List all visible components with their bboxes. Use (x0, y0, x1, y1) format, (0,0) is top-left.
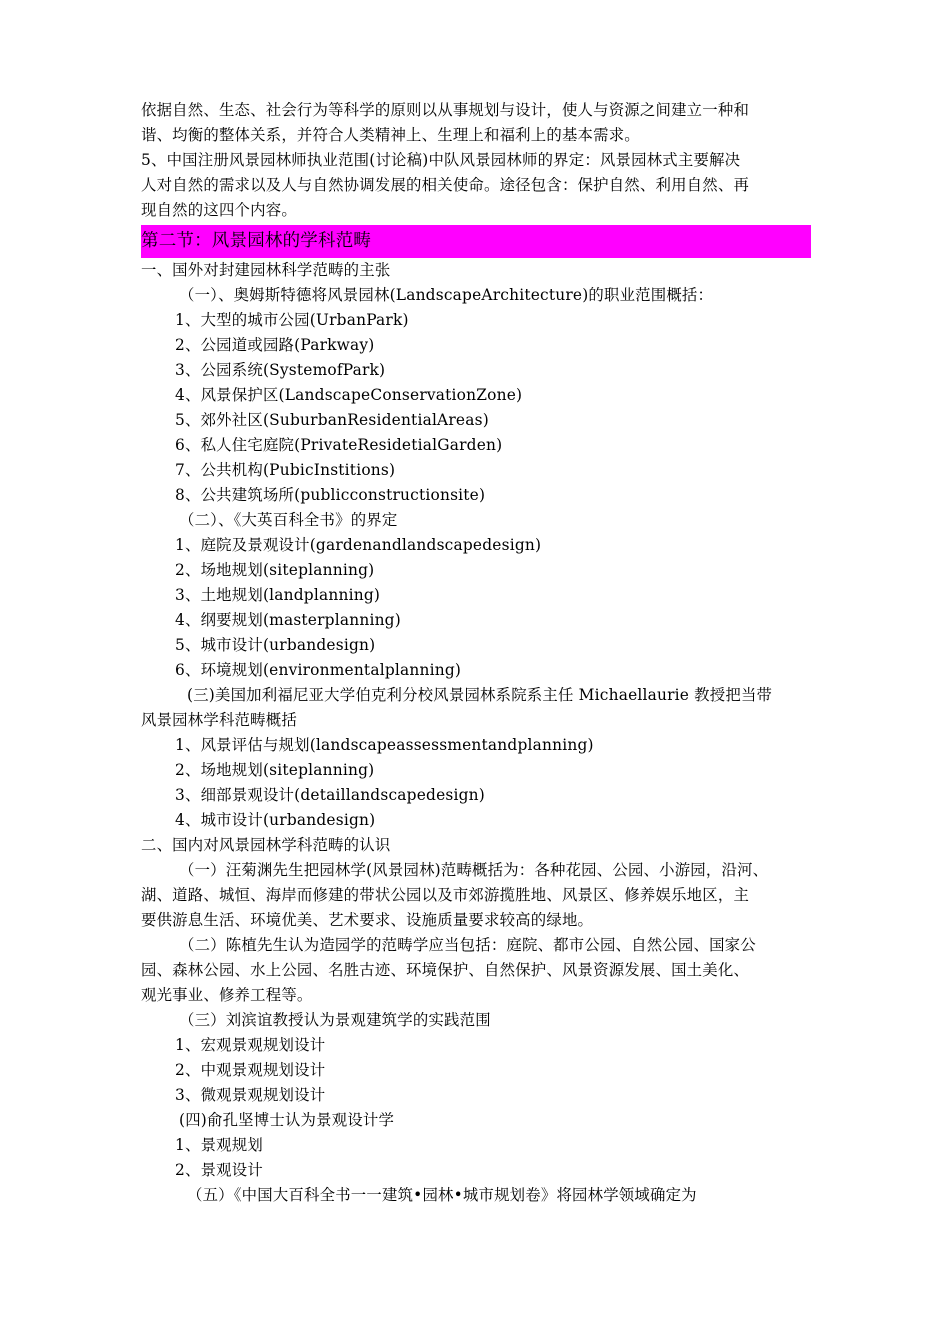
part2-sub2-line-1: （二）陈植先生认为造园学的范畴学应当包括：庭院、都市公园、自然公园、国家公 (179, 936, 756, 954)
list-item: 1、大型的城市公园(UrbanPark) (175, 311, 409, 329)
item5-line-1: 5、中国注册风景园林师执业范围(讨论稿)中队风景园林师的界定：风景园林式主要解决 (141, 151, 741, 169)
part1-title: 一、国外对封建园林科学范畴的主张 (141, 261, 391, 279)
part2-sub5-title: （五）《中国大百科全书一一建筑•园林•城市规划卷》将园林学领域确定为 (187, 1186, 697, 1204)
list-item: 1、景观规划 (175, 1136, 263, 1154)
part2-sub3-title: （三）刘滨谊教授认为景观建筑学的实践范围 (179, 1011, 491, 1029)
part1-sub2-title: （二）、《大英百科全书》的界定 (179, 511, 398, 529)
document-page (141, 98, 811, 1208)
list-item: 4、风景保护区(LandscapeConservationZone) (175, 386, 523, 404)
list-item: 4、纲要规划(masterplanning) (175, 611, 401, 629)
part2-sub2-line-2: 园、森林公园、水上公园、名胜古迹、环境保护、自然保护、风景资源发展、国土美化、 (141, 961, 750, 979)
part1-sub3-title-line-1: (三)美国加利福尼亚大学伯克利分校风景园林系院系主任 Michaellaurie 教授把当带 (187, 686, 773, 704)
part2-title: 二、国内对风景园林学科范畴的认识 (141, 836, 391, 854)
list-item: 1、风景评估与规划(landscapeassessmentandplanning) (175, 736, 594, 754)
list-item: 3、细部景观设计(detaillandscapedesign) (175, 786, 485, 804)
list-item: 3、公园系统(SystemofPark) (175, 361, 386, 379)
part2-sub1-line-3: 要供游息生活、环境优美、艺术要求、设施质量要求较高的绿地。 (141, 911, 594, 929)
part2-sub1-line-1: （一）汪菊渊先生把园林学(风景园林)范畴概括为：各种花园、公园、小游园，沿河、 (179, 861, 769, 879)
list-item: 2、场地规划(siteplanning) (175, 761, 375, 779)
intro-line-1: 依据自然、生态、社会行为等科学的原则以从事规划与设计，使人与资源之间建立一种和 (141, 101, 750, 119)
section-heading: 第二节：风景园林的学科范畴 (141, 225, 811, 258)
list-item: 5、城市设计(urbandesign) (175, 636, 376, 654)
intro-line-2: 谐、均衡的整体关系，并符合人类精神上、生理上和福利上的基本需求。 (141, 126, 640, 144)
part2-sub4-title: (四)俞孔坚博士认为景观设计学 (179, 1111, 395, 1129)
part2-sub2-line-3: 观光事业、修养工程等。 (141, 986, 313, 1004)
list-item: 1、庭院及景观设计(gardenandlandscapedesign) (175, 536, 542, 554)
list-item: 3、微观景观规划设计 (175, 1086, 326, 1104)
list-item: 6、私人住宅庭院(PrivateResidetialGarden) (175, 436, 503, 454)
item5-line-2: 人对自然的需求以及人与自然协调发展的相关使命。途径包含：保护自然、利用自然、再 (141, 176, 750, 194)
list-item: 6、环境规划(environmentalplanning) (175, 661, 462, 679)
part1-sub3-title-line-2: 风景园林学科范畴概括 (141, 711, 297, 729)
item5-line-3: 现自然的这四个内容。 (141, 201, 297, 219)
list-item: 2、公园道或园路(Parkway) (175, 336, 375, 354)
list-item: 5、郊外社区(SuburbanResidentialAreas) (175, 411, 489, 429)
list-item: 2、景观设计 (175, 1161, 263, 1179)
part1-sub1-title: （一）、奥姆斯特德将风景园林(LandscapeArchitecture)的职业范围概括： (179, 286, 714, 304)
list-item: 2、中观景观规划设计 (175, 1061, 326, 1079)
list-item: 4、城市设计(urbandesign) (175, 811, 376, 829)
part2-sub1-line-2: 湖、道路、城恒、海岸而修建的带状公园以及市郊游揽胜地、风景区、修养娱乐地区，主 (141, 886, 750, 904)
list-item: 7、公共机构(PubicInstitions) (175, 461, 396, 479)
list-item: 8、公共建筑场所(publicconstructionsite) (175, 486, 486, 504)
list-item: 1、宏观景观规划设计 (175, 1036, 326, 1054)
list-item: 2、场地规划(siteplanning) (175, 561, 375, 579)
list-item: 3、土地规划(landplanning) (175, 586, 381, 604)
